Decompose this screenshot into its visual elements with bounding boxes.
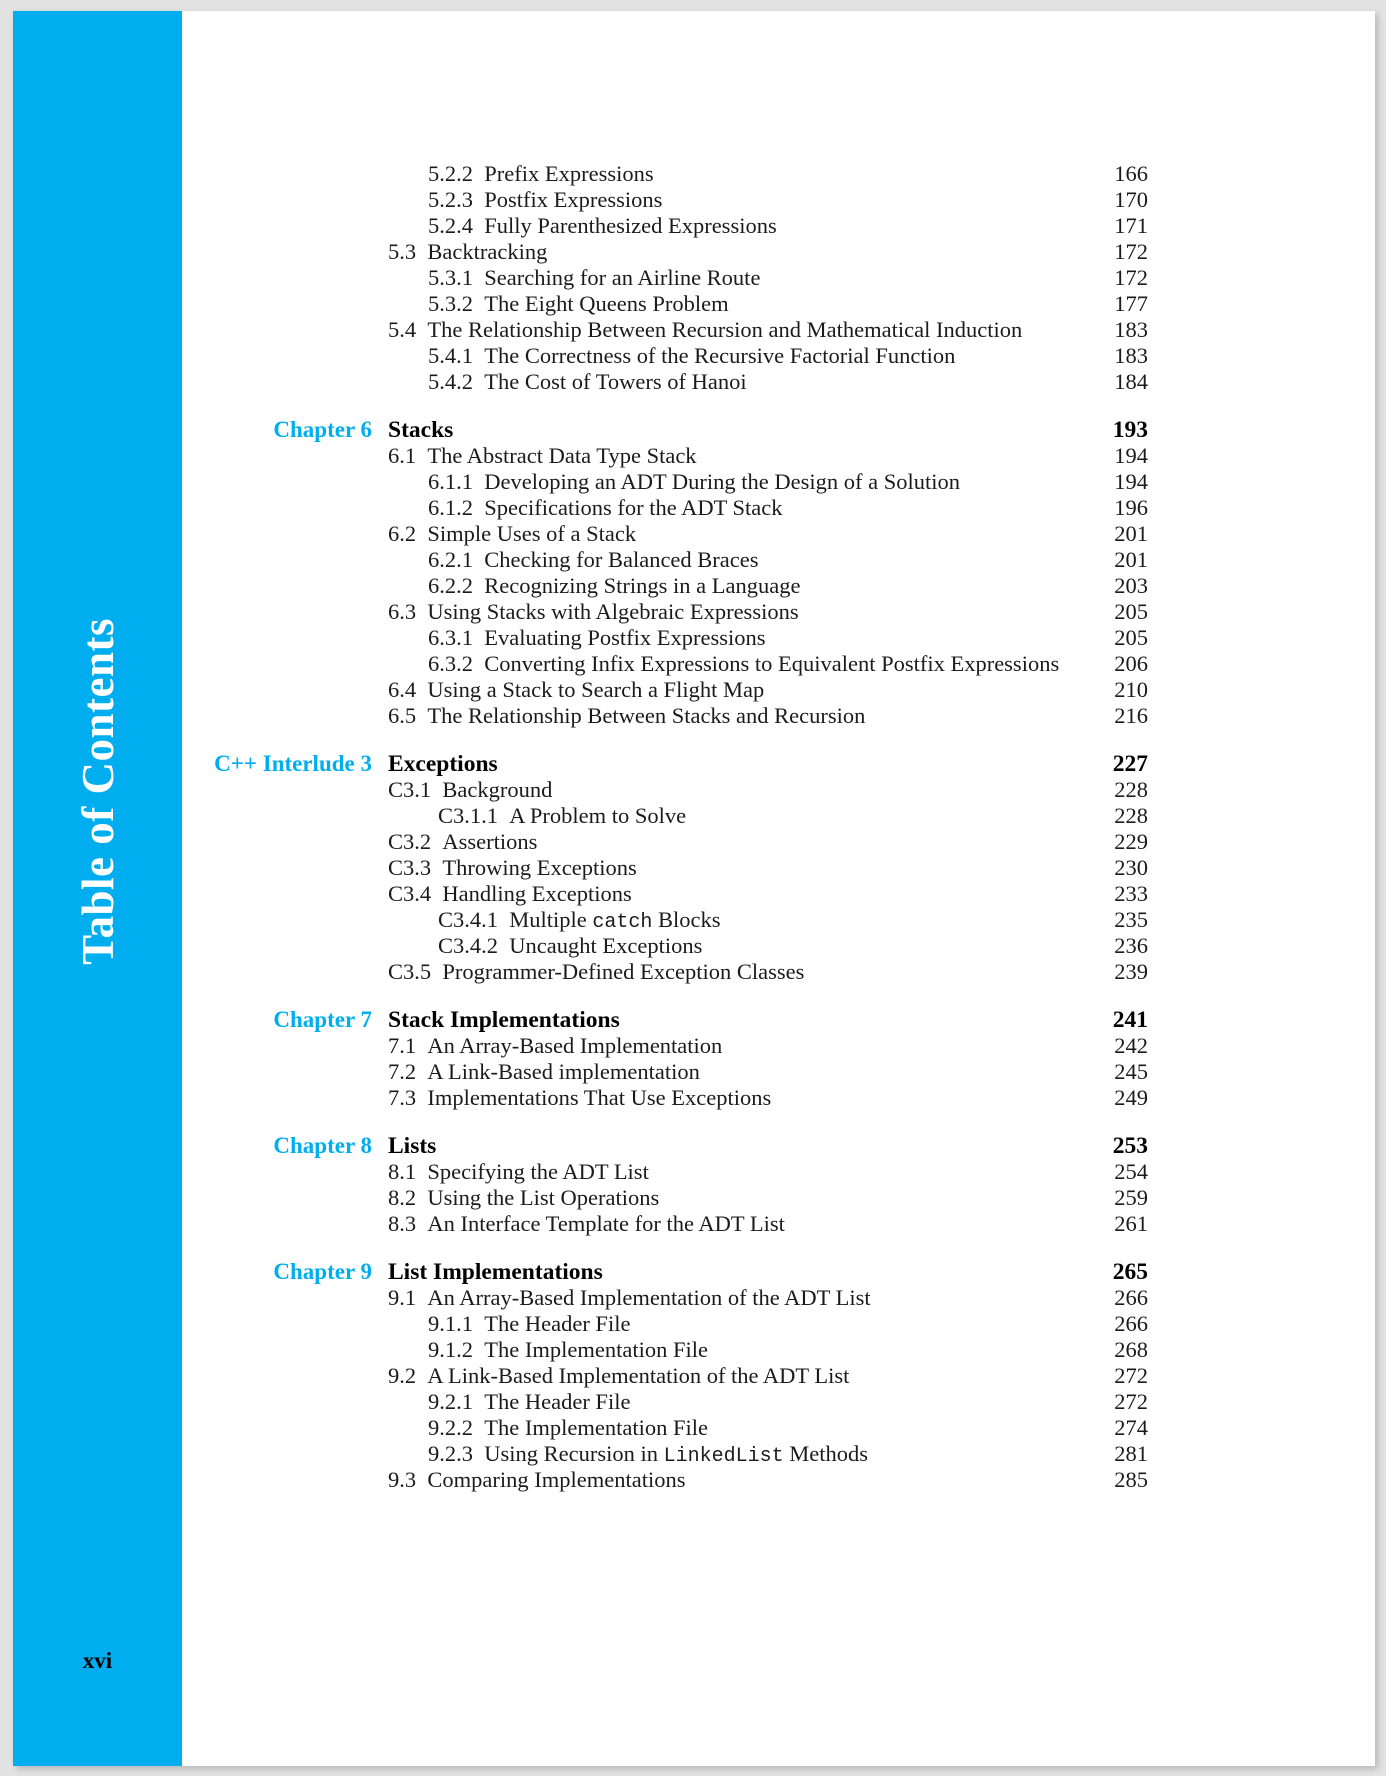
toc-entry[interactable]: [182, 1211, 1375, 1237]
toc-entry[interactable]: [182, 599, 1375, 625]
toc-title-text: The Cost of Towers of Hanoi: [484, 369, 747, 394]
toc-entry[interactable]: [182, 547, 1375, 573]
sidebar-vertical-title: [13, 11, 182, 1571]
toc-title-code-term: catch: [592, 911, 653, 934]
toc-chapter-label: Chapter 8: [273, 1133, 372, 1158]
toc-entry-title: [428, 265, 760, 291]
toc-title-text: Using Recursion in: [484, 1441, 664, 1466]
toc-entry-title: [428, 547, 759, 573]
toc-entry[interactable]: [182, 907, 1375, 933]
toc-title-text: Simple Uses of a Stack: [427, 521, 637, 546]
toc-page-number: 201: [1114, 547, 1148, 572]
toc-title-text: An Array-Based Implementation of the ADT List: [427, 1285, 871, 1310]
toc-title-text: Specifications for the ADT Stack: [484, 495, 783, 520]
toc-section-number: 6.1.2: [428, 495, 473, 520]
toc-section-number: 9.1.2: [428, 1337, 473, 1362]
toc-entry[interactable]: [182, 625, 1375, 651]
toc-entry-title: [388, 1363, 849, 1389]
toc-chapter-label: Chapter 7: [273, 1007, 372, 1032]
toc-entry[interactable]: [182, 1389, 1375, 1415]
toc-entry[interactable]: [182, 1311, 1375, 1337]
toc-entry[interactable]: [182, 1007, 1375, 1033]
toc-entry-title: [428, 1337, 708, 1363]
toc-page-number: 272: [1114, 1363, 1148, 1388]
toc-entry-title: [388, 1085, 771, 1111]
toc-page-number: 281: [1114, 1441, 1148, 1466]
toc-section-number: 9.2.2: [428, 1415, 473, 1440]
toc-page-number: 194: [1114, 443, 1148, 468]
toc-entry[interactable]: [182, 1285, 1375, 1311]
toc-title-text: The Correctness of the Recursive Factorial Function: [484, 343, 956, 368]
toc-entry-title: [388, 1033, 722, 1059]
toc-page-number: 166: [1114, 161, 1148, 186]
toc-section-number: C3.4.1: [438, 907, 499, 932]
toc-entry-title: [428, 573, 800, 599]
toc-entry[interactable]: [182, 1467, 1375, 1493]
toc-title-text: Specifying the ADT List: [427, 1159, 649, 1184]
toc-entry-title: [388, 317, 1022, 343]
toc-page-number: 171: [1114, 213, 1148, 238]
toc-title-code-term: LinkedList: [663, 1445, 784, 1468]
toc-entry-title: [428, 1415, 708, 1441]
toc-page-number: 266: [1114, 1311, 1148, 1336]
toc-sidebar: [13, 11, 182, 1766]
toc-section-number: 9.2.3: [428, 1441, 473, 1466]
toc-section-number: 6.5: [388, 703, 417, 728]
toc-entry[interactable]: [182, 1159, 1375, 1185]
toc-page-number: 228: [1114, 777, 1148, 802]
toc-entry[interactable]: [182, 1085, 1375, 1111]
toc-entry[interactable]: [182, 1133, 1375, 1159]
toc-title-text: An Array-Based Implementation: [427, 1033, 723, 1058]
toc-page-number: 216: [1114, 703, 1148, 728]
toc-page-number: 172: [1114, 265, 1148, 290]
toc-entry-title: [388, 1259, 603, 1285]
toc-entry-title: [388, 1211, 785, 1237]
toc-entry-title: [428, 651, 1059, 677]
toc-title-text: Blocks: [652, 907, 721, 932]
toc-entry-title: [388, 751, 498, 777]
toc-page-number: 201: [1114, 521, 1148, 546]
toc-section-number: 8.1: [388, 1159, 417, 1184]
toc-section-number: C3.3: [388, 855, 432, 880]
toc-entry-title: [438, 933, 702, 959]
toc-title-text: Searching for an Airline Route: [484, 265, 761, 290]
toc-entry[interactable]: [182, 161, 1375, 187]
toc-entry-title: [428, 291, 729, 317]
toc-title-text: Using a Stack to Search a Flight Map: [427, 677, 765, 702]
toc-entry[interactable]: [182, 317, 1375, 343]
toc-entry[interactable]: [182, 369, 1375, 395]
toc-page-number: 227: [1112, 751, 1148, 777]
toc-section-number: 5.2.3: [428, 187, 473, 212]
toc-entry[interactable]: [182, 291, 1375, 317]
toc-page-number: 268: [1114, 1337, 1148, 1362]
toc-title-text: Methods: [783, 1441, 869, 1466]
toc-title-text: The Implementation File: [484, 1415, 708, 1440]
toc-section-number: 5.4: [388, 317, 417, 342]
toc-title-text: Evaluating Postfix Expressions: [484, 625, 766, 650]
toc-entry-title: [428, 161, 654, 187]
toc-entry-title: [428, 625, 765, 651]
toc-page-number: 170: [1114, 187, 1148, 212]
toc-entry-title: [388, 703, 865, 729]
toc-entry[interactable]: [182, 187, 1375, 213]
toc-section-number: 8.3: [388, 1211, 417, 1236]
toc-entry[interactable]: [182, 213, 1375, 239]
toc-entry[interactable]: [182, 829, 1375, 855]
toc-section-number: 7.2: [388, 1059, 417, 1084]
toc-entry[interactable]: [182, 777, 1375, 803]
toc-entry[interactable]: [182, 1441, 1375, 1467]
toc-entry[interactable]: [182, 1363, 1375, 1389]
toc-title-text: Uncaught Exceptions: [509, 933, 703, 958]
toc-section-number: 9.3: [388, 1467, 417, 1492]
toc-title-text: Using the List Operations: [427, 1185, 660, 1210]
toc-section-number: 9.2: [388, 1363, 417, 1388]
toc-entry-title: [388, 777, 552, 803]
toc-page-number: 205: [1114, 599, 1148, 624]
toc-entry-title: [428, 1441, 868, 1470]
toc-entry[interactable]: [182, 573, 1375, 599]
toc-title-text: Lists: [388, 1133, 437, 1159]
toc-page-number: 265: [1112, 1259, 1148, 1285]
toc-page-number: 249: [1114, 1085, 1148, 1110]
toc-entry-title: [428, 369, 747, 395]
toc-entry[interactable]: [182, 1337, 1375, 1363]
toc-entry[interactable]: [182, 521, 1375, 547]
toc-entry[interactable]: [182, 495, 1375, 521]
toc-title-text: Multiple: [509, 907, 593, 932]
toc-title-text: Prefix Expressions: [484, 161, 654, 186]
toc-entry[interactable]: [182, 959, 1375, 985]
toc-entry-title: [388, 417, 453, 443]
toc-page-number: 183: [1114, 317, 1148, 342]
toc-entry[interactable]: [182, 1415, 1375, 1441]
toc-title-text: The Relationship Between Stacks and Recursion: [427, 703, 866, 728]
toc-entry[interactable]: [182, 265, 1375, 291]
toc-section-number: 6.3.2: [428, 651, 473, 676]
toc-entry-title: [388, 1467, 685, 1493]
toc-entry-title: [428, 213, 777, 239]
toc-page-number: 235: [1114, 907, 1148, 932]
toc-title-text: Background: [442, 777, 553, 802]
toc-section-number: 5.2.4: [428, 213, 473, 238]
toc-content: [182, 11, 1375, 1766]
toc-title-text: The Implementation File: [484, 1337, 708, 1362]
toc-section-number: 5.4.2: [428, 369, 473, 394]
toc-section-number: 6.4: [388, 677, 417, 702]
toc-title-text: Developing an ADT During the Design of a Solution: [484, 469, 961, 494]
toc-entry-title: [388, 829, 537, 855]
toc-section-number: 5.4.1: [428, 343, 473, 368]
toc-entry-title: [388, 1133, 436, 1159]
toc-entry-title: [438, 907, 721, 936]
toc-section-number: C3.1.1: [438, 803, 499, 828]
toc-entry[interactable]: [182, 239, 1375, 265]
toc-page-number: 236: [1114, 933, 1148, 958]
toc-title-text: An Interface Template for the ADT List: [427, 1211, 785, 1236]
toc-page-number: 274: [1114, 1415, 1148, 1440]
toc-title-text: The Abstract Data Type Stack: [427, 443, 697, 468]
toc-section-number: 5.3.2: [428, 291, 473, 316]
toc-page-number: 242: [1114, 1033, 1148, 1058]
toc-entry-title: [428, 187, 662, 213]
toc-page-number: 241: [1112, 1007, 1148, 1033]
toc-page-number: 177: [1114, 291, 1148, 316]
toc-title-text: Assertions: [442, 829, 538, 854]
toc-page-number: 229: [1114, 829, 1148, 854]
toc-entry-title: [388, 1285, 871, 1311]
toc-title-text: Checking for Balanced Braces: [484, 547, 759, 572]
toc-title-text: A Link-Based implementation: [427, 1059, 700, 1084]
toc-entry[interactable]: [182, 1259, 1375, 1285]
toc-entry[interactable]: [182, 933, 1375, 959]
toc-entry-title: [388, 521, 636, 547]
toc-entry-title: [428, 469, 960, 495]
toc-page-number: 233: [1114, 881, 1148, 906]
toc-section-number: C3.5: [388, 959, 432, 984]
toc-page-number: 206: [1114, 651, 1148, 676]
toc-entry[interactable]: [182, 417, 1375, 443]
sidebar-title-text: Table of Contents: [72, 617, 123, 965]
toc-section-number: 8.2: [388, 1185, 417, 1210]
toc-section-number: 5.3.1: [428, 265, 473, 290]
toc-title-text: Backtracking: [427, 239, 548, 264]
toc-page-number: 261: [1114, 1211, 1148, 1236]
toc-section-number: 7.3: [388, 1085, 417, 1110]
toc-page-number: 259: [1114, 1185, 1148, 1210]
toc-title-text: Programmer-Defined Exception Classes: [442, 959, 805, 984]
toc-title-text: Using Stacks with Algebraic Expressions: [427, 599, 799, 624]
toc-section-number: 6.2.1: [428, 547, 473, 572]
toc-page-number: 203: [1114, 573, 1148, 598]
toc-entry-title: [388, 1185, 659, 1211]
toc-entry[interactable]: [182, 469, 1375, 495]
toc-section-number: 6.2.2: [428, 573, 473, 598]
toc-entry-title: [428, 343, 955, 369]
toc-title-text: Handling Exceptions: [442, 881, 632, 906]
toc-chapter-label: Chapter 9: [273, 1259, 372, 1284]
toc-page-number: 285: [1114, 1467, 1148, 1492]
toc-section-number: 6.1: [388, 443, 417, 468]
toc-page-number: 194: [1114, 469, 1148, 494]
toc-entry[interactable]: [182, 751, 1375, 777]
toc-entry-title: [388, 1159, 649, 1185]
toc-title-text: The Header File: [484, 1311, 631, 1336]
toc-entry[interactable]: [182, 1059, 1375, 1085]
toc-chapter-label: Chapter 6: [273, 417, 372, 442]
toc-entry-title: [428, 495, 783, 521]
toc-page-number: 210: [1114, 677, 1148, 702]
toc-entry[interactable]: [182, 703, 1375, 729]
toc-entry[interactable]: [182, 1185, 1375, 1211]
toc-title-text: Postfix Expressions: [484, 187, 663, 212]
toc-page-number: 253: [1112, 1133, 1148, 1159]
toc-section-number: 6.3.1: [428, 625, 473, 650]
toc-entry[interactable]: [182, 443, 1375, 469]
toc-title-text: Converting Infix Expressions to Equivalent Postfix Expressions: [484, 651, 1060, 676]
toc-page-number: 230: [1114, 855, 1148, 880]
toc-entry-title: [388, 881, 632, 907]
toc-entry[interactable]: [182, 881, 1375, 907]
toc-section-number: 6.2: [388, 521, 417, 546]
toc-page-number: 254: [1114, 1159, 1148, 1184]
toc-entry[interactable]: [182, 651, 1375, 677]
toc-title-text: The Header File: [484, 1389, 631, 1414]
toc-title-text: Fully Parenthesized Expressions: [484, 213, 777, 238]
toc-entry-list: [182, 161, 1375, 1493]
toc-section-number: 5.2.2: [428, 161, 473, 186]
toc-title-text: Throwing Exceptions: [442, 855, 637, 880]
toc-entry-title: [388, 959, 804, 985]
toc-title-text: A Link-Based Implementation of the ADT List: [427, 1363, 850, 1388]
toc-section-number: 6.1.1: [428, 469, 473, 494]
toc-entry-title: [388, 239, 547, 265]
toc-entry-title: [438, 803, 686, 829]
toc-page-number: 272: [1114, 1389, 1148, 1414]
toc-page-number: 245: [1114, 1059, 1148, 1084]
toc-page-number: 196: [1114, 495, 1148, 520]
toc-title-text: List Implementations: [388, 1259, 603, 1285]
toc-section-number: 6.3: [388, 599, 417, 624]
toc-section-number: C3.4.2: [438, 933, 499, 958]
toc-section-number: 9.2.1: [428, 1389, 473, 1414]
toc-section-number: C3.1: [388, 777, 432, 802]
toc-title-text: The Eight Queens Problem: [484, 291, 729, 316]
toc-page-number: 228: [1114, 803, 1148, 828]
toc-title-text: Recognizing Strings in a Language: [484, 573, 801, 598]
toc-chapter-label: C++ Interlude 3: [214, 751, 372, 776]
toc-section-number: C3.2: [388, 829, 432, 854]
toc-entry[interactable]: [182, 343, 1375, 369]
toc-entry-title: [388, 855, 637, 881]
toc-title-text: A Problem to Solve: [509, 803, 687, 828]
toc-title-text: Exceptions: [388, 751, 498, 777]
toc-section-number: 9.1: [388, 1285, 417, 1310]
toc-entry-title: [428, 1389, 630, 1415]
toc-title-text: The Relationship Between Recursion and Mathematical Induction: [427, 317, 1023, 342]
toc-page-number: 172: [1114, 239, 1148, 264]
toc-section-number: C3.4: [388, 881, 432, 906]
toc-title-text: Implementations That Use Exceptions: [427, 1085, 772, 1110]
toc-entry-title: [388, 1059, 700, 1085]
toc-section-number: 5.3: [388, 239, 417, 264]
toc-entry-title: [428, 1311, 630, 1337]
toc-entry[interactable]: [182, 1033, 1375, 1059]
toc-entry[interactable]: [182, 855, 1375, 881]
toc-page-number: 183: [1114, 343, 1148, 368]
toc-title-text: Stack Implementations: [388, 1007, 620, 1033]
toc-entry-title: [388, 1007, 620, 1033]
toc-section-number: 9.1.1: [428, 1311, 473, 1336]
toc-entry[interactable]: [182, 677, 1375, 703]
page-folio-number: xvi: [82, 1648, 113, 1673]
toc-page-number: 193: [1112, 417, 1148, 443]
toc-page-number: 205: [1114, 625, 1148, 650]
toc-entry[interactable]: [182, 803, 1375, 829]
book-page: [13, 11, 1375, 1766]
toc-page-number: 266: [1114, 1285, 1148, 1310]
toc-page-number: 184: [1114, 369, 1148, 394]
toc-title-text: Comparing Implementations: [427, 1467, 686, 1492]
toc-entry-title: [388, 677, 764, 703]
toc-entry-title: [388, 443, 697, 469]
toc-section-number: 7.1: [388, 1033, 417, 1058]
toc-page-number: 239: [1114, 959, 1148, 984]
toc-title-text: Stacks: [388, 417, 454, 443]
toc-entry-title: [388, 599, 799, 625]
